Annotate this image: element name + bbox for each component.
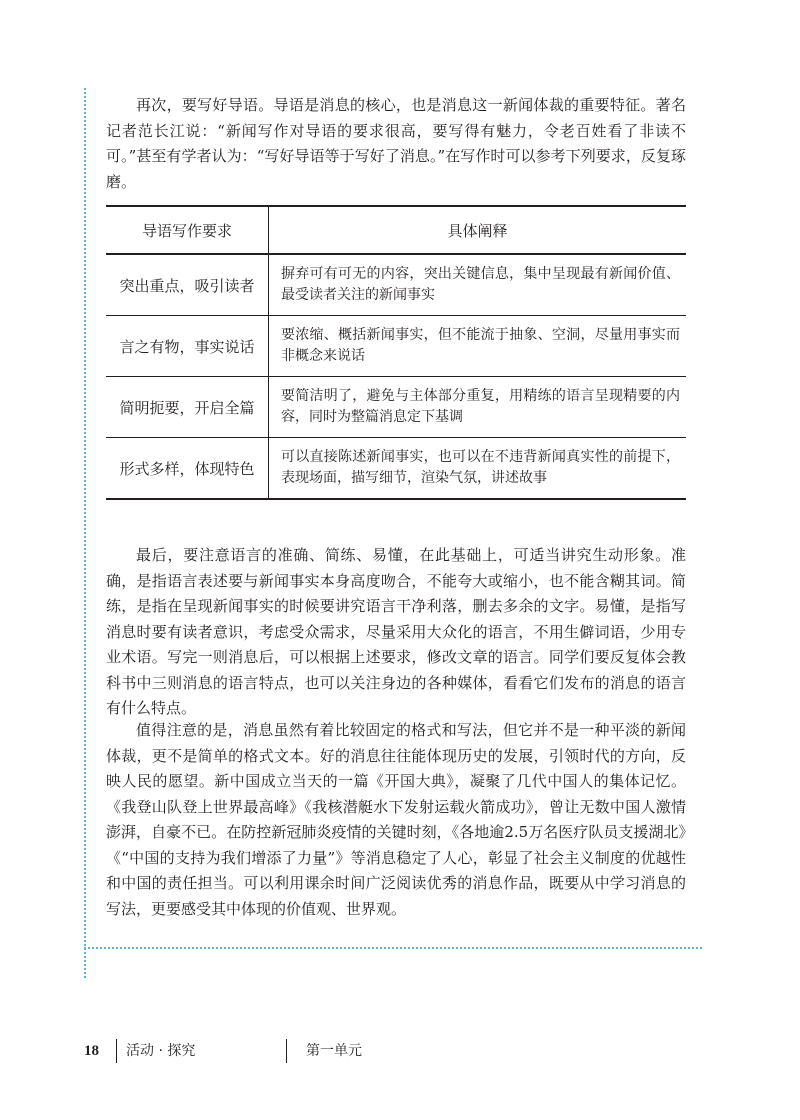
dotted-bottom-line — [84, 947, 702, 949]
explanation-cell: 要简洁明了，避免与主体部分重复，用精练的语言呈现精要的内容，同时为整篇消息定下基调 — [269, 377, 687, 438]
explanation-cell: 可以直接陈述新闻事实，也可以在不违背新闻真实性的前提下，表现场面，描写细节，渲染气氛，讲述故事 — [269, 438, 687, 500]
value-paragraph: 值得注意的是，消息虽然有着比较固定的格式和写法，但它并不是一种平淡的新闻体裁，更不是简单的格式文本。好的消息往往能体现历史的发展，引领时代的方向，反映人民的愿望。新中国成立当天的一篇《开国大典》，凝聚了几代中国人的集体记忆。《我登山队登上世界最高峰》《我核潜艇水下发射运载火箭成功》，曾让无数中国人激情澎湃，自豪不已。在防控新冠肺炎疫情的关键时刻，《各地逾2.5万名医疗队员支援湖北》《“中国的支持为我们增添了力量”》等消息稳定了人心，彰显了社会主义制度的优越性和中国的责任担当。可以利用课余时间广泛阅读优秀的消息作品，既要从中学习消息的写法，更要感受其中体现的价值观、世界观。 — [106, 721, 686, 918]
footer-divider — [116, 1039, 117, 1063]
requirement-cell: 简明扼要，开启全篇 — [106, 377, 269, 438]
explanation-cell: 要浓缩、概括新闻事实，但不能流于抽象、空洞，尽量用事实而非概念来说话 — [269, 316, 687, 377]
requirement-cell: 突出重点，吸引读者 — [106, 254, 269, 316]
table-row — [106, 438, 686, 500]
requirement-cell: 形式多样，体现特色 — [106, 438, 269, 500]
header-requirement: 导语写作要求 — [106, 206, 269, 254]
table-header-row — [106, 206, 686, 254]
requirement-cell: 言之有物，事实说话 — [106, 316, 269, 377]
page-number: 18 — [84, 1043, 99, 1059]
lead-requirements-table — [106, 205, 686, 500]
footer-unit: 第一单元 — [306, 1043, 362, 1059]
table-row — [106, 316, 686, 377]
dotted-margin-line — [84, 88, 86, 978]
table-row — [106, 254, 686, 316]
language-paragraph: 最后，要注意语言的准确、简练、易懂，在此基础上，可适当讲究生动形象。准确，是指语言表述要与新闻事实本身高度吻合，不能夸大或缩小，也不能含糊其词。简练，是指在呈现新闻事实的时候要讲究语言干净利落，删去多余的文字。易懂，是指写消息时要有读者意识，考虑受众需求，尽量采用大众化的语言，不用生僻词语，少用专业术语。写完一则消息后，可以根据上述要求，修改文章的语言。同学们要反复体会教科书中三则消息的语言特点，也可以关注身边的各种媒体，看看它们发布的消息的语言有什么特点。 — [106, 546, 686, 717]
footer-divider — [286, 1039, 287, 1063]
explanation-cell: 摒弃可有可无的内容，突出关键信息，集中呈现最有新闻价值、最受读者关注的新闻事实 — [269, 254, 687, 316]
footer-section: 活动 · 探究 — [126, 1043, 196, 1059]
intro-paragraph: 再次，要写好导语。导语是消息的核心，也是消息这一新闻体裁的重要特征。著名记者范长江说：“新闻写作对导语的要求很高，要写得有魅力，令老百姓看了非读不可。”甚至有学者认为：“写好导语等于写好了消息。”在写作时可以参考下列要求，反复琢磨。 — [106, 96, 686, 191]
header-explanation: 具体阐释 — [269, 206, 687, 254]
table-row — [106, 377, 686, 438]
